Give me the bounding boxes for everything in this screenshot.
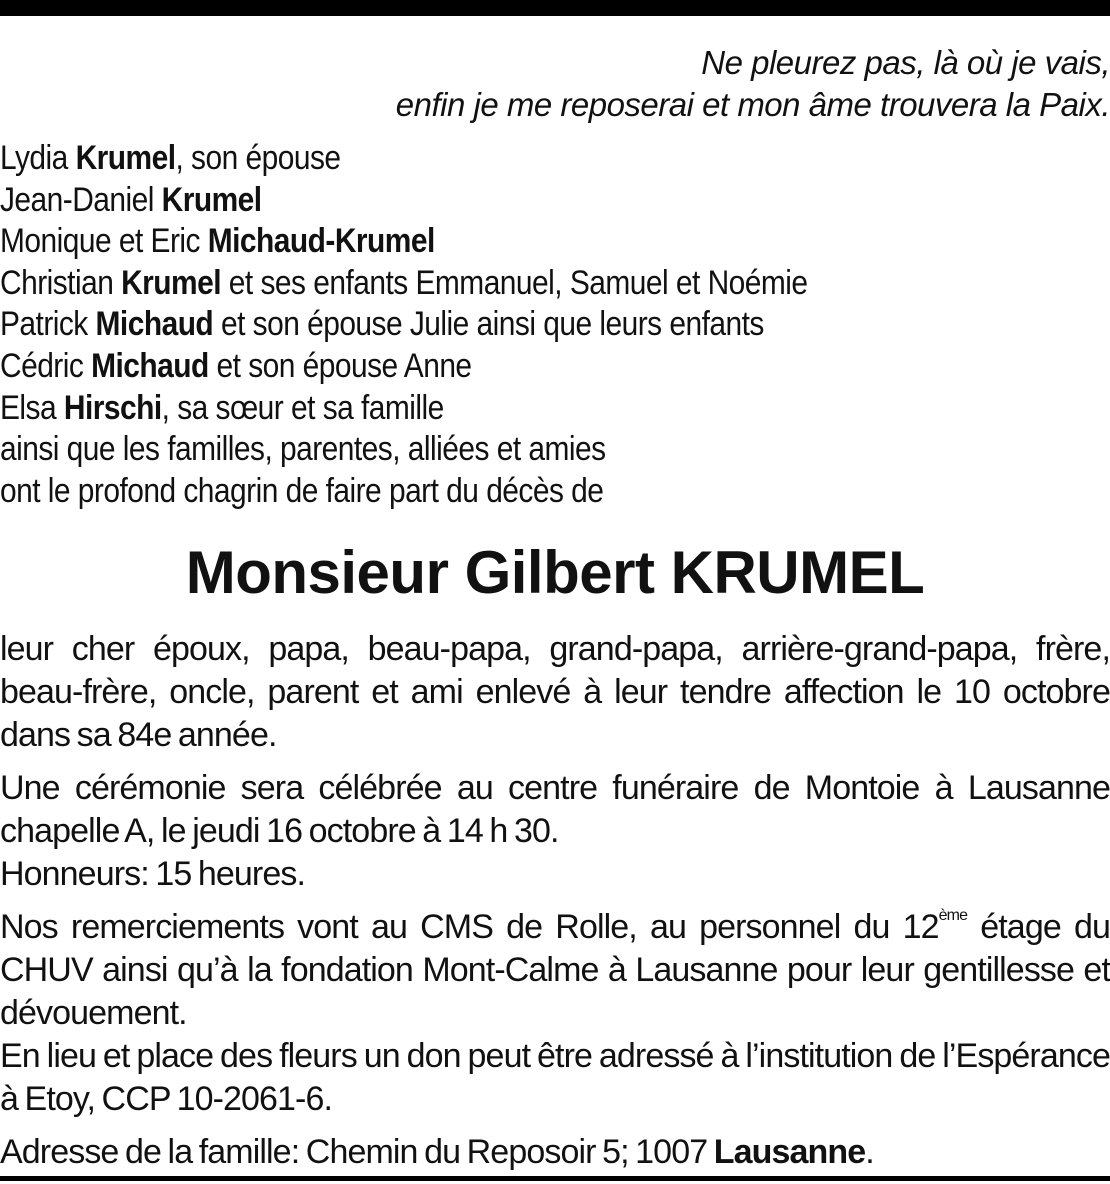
family-line bbox=[0, 138, 977, 180]
family-text: et ses enfants Emmanuel, Samuel et Noémie bbox=[221, 263, 808, 302]
top-rule bbox=[0, 0, 1110, 16]
ceremony-paragraph bbox=[0, 767, 1110, 896]
tribute-paragraph: leur cher époux, papa, beau-papa, grand-papa, arrière-grand-papa, frère, beau-frère, oncle, parent et ami enlevé à leur tendre affection le 10 octobre dans sa 84e année. bbox=[0, 630, 1110, 755]
family-surname: Krumel bbox=[161, 180, 262, 219]
honors-text: Honneurs: 15 heures. bbox=[0, 855, 305, 894]
bottom-rule bbox=[0, 1176, 1110, 1181]
family-surname: Michaud bbox=[95, 305, 214, 344]
family-line bbox=[0, 429, 977, 471]
family-text: ainsi que les familles, parentes, alliées et amies bbox=[0, 430, 606, 469]
family-surname: Hirschi bbox=[63, 388, 162, 427]
family-line bbox=[0, 263, 977, 305]
family-text: et son épouse Anne bbox=[208, 346, 472, 385]
family-surname: Michaud-Krumel bbox=[207, 222, 435, 261]
family-line bbox=[0, 346, 977, 388]
address-city: Lausanne bbox=[713, 1133, 866, 1172]
epigraph-quote bbox=[0, 42, 1110, 126]
family-text: Jean-Daniel bbox=[0, 180, 162, 219]
family-line bbox=[0, 304, 977, 346]
family-text: Cédric bbox=[0, 346, 92, 385]
family-text: ont le profond chagrin de faire part du décès de bbox=[0, 471, 604, 510]
thanks-superscript: ème bbox=[938, 907, 968, 925]
address-text: Adresse de la famille: Chemin du Reposoir 5; 1007 bbox=[0, 1133, 714, 1172]
family-text: Christian bbox=[0, 263, 122, 302]
family-line bbox=[0, 471, 977, 513]
family-text: Monique et Eric bbox=[0, 222, 208, 261]
family-text: et son épouse Julie ainsi que leurs enfants bbox=[213, 305, 764, 344]
quote-line-2: enfin je me reposerai et mon âme trouvera la Paix. bbox=[395, 86, 1110, 123]
quote-line-1: Ne pleurez pas, là où je vais, bbox=[701, 44, 1110, 81]
family-surname: Michaud bbox=[91, 346, 209, 385]
thanks-text-1: Nos remerciements vont au CMS de Rolle, au personnel du 12 bbox=[0, 908, 939, 947]
death-notice bbox=[0, 42, 1110, 1184]
family-text: Elsa bbox=[0, 388, 64, 427]
family-text: Lydia bbox=[0, 139, 76, 177]
family-address bbox=[0, 1131, 1110, 1174]
ceremony-text: Une cérémonie sera célébrée au centre funéraire de Montoie à Lausanne chapelle A, le jeudi 16 octobre à 14 h 30. bbox=[0, 769, 1110, 851]
family-text: , son épouse bbox=[175, 139, 341, 177]
thanks-paragraph bbox=[0, 906, 1110, 1035]
family-line bbox=[0, 388, 977, 430]
family-surname: Krumel bbox=[75, 139, 176, 177]
deceased-name: Monsieur Gilbert KRUMEL bbox=[185, 539, 925, 607]
family-text: Patrick bbox=[0, 305, 96, 344]
family-line bbox=[0, 221, 977, 263]
family-line bbox=[0, 180, 977, 222]
family-surname: Krumel bbox=[121, 263, 222, 302]
family-list bbox=[0, 138, 1110, 512]
address-end: . bbox=[865, 1133, 874, 1172]
donation-paragraph: En lieu et place des fleurs un don peut être adressé à l’institution de l’Espérance à Etoy, CCP 10-2061-6. bbox=[0, 1037, 1110, 1119]
family-text: , sa sœur et sa famille bbox=[161, 388, 444, 427]
thanks-text-2: étage du CHUV ainsi qu’à la fondation Mont-Calme à Lausanne pour leur gentillesse et dévouement. bbox=[0, 908, 1110, 1033]
